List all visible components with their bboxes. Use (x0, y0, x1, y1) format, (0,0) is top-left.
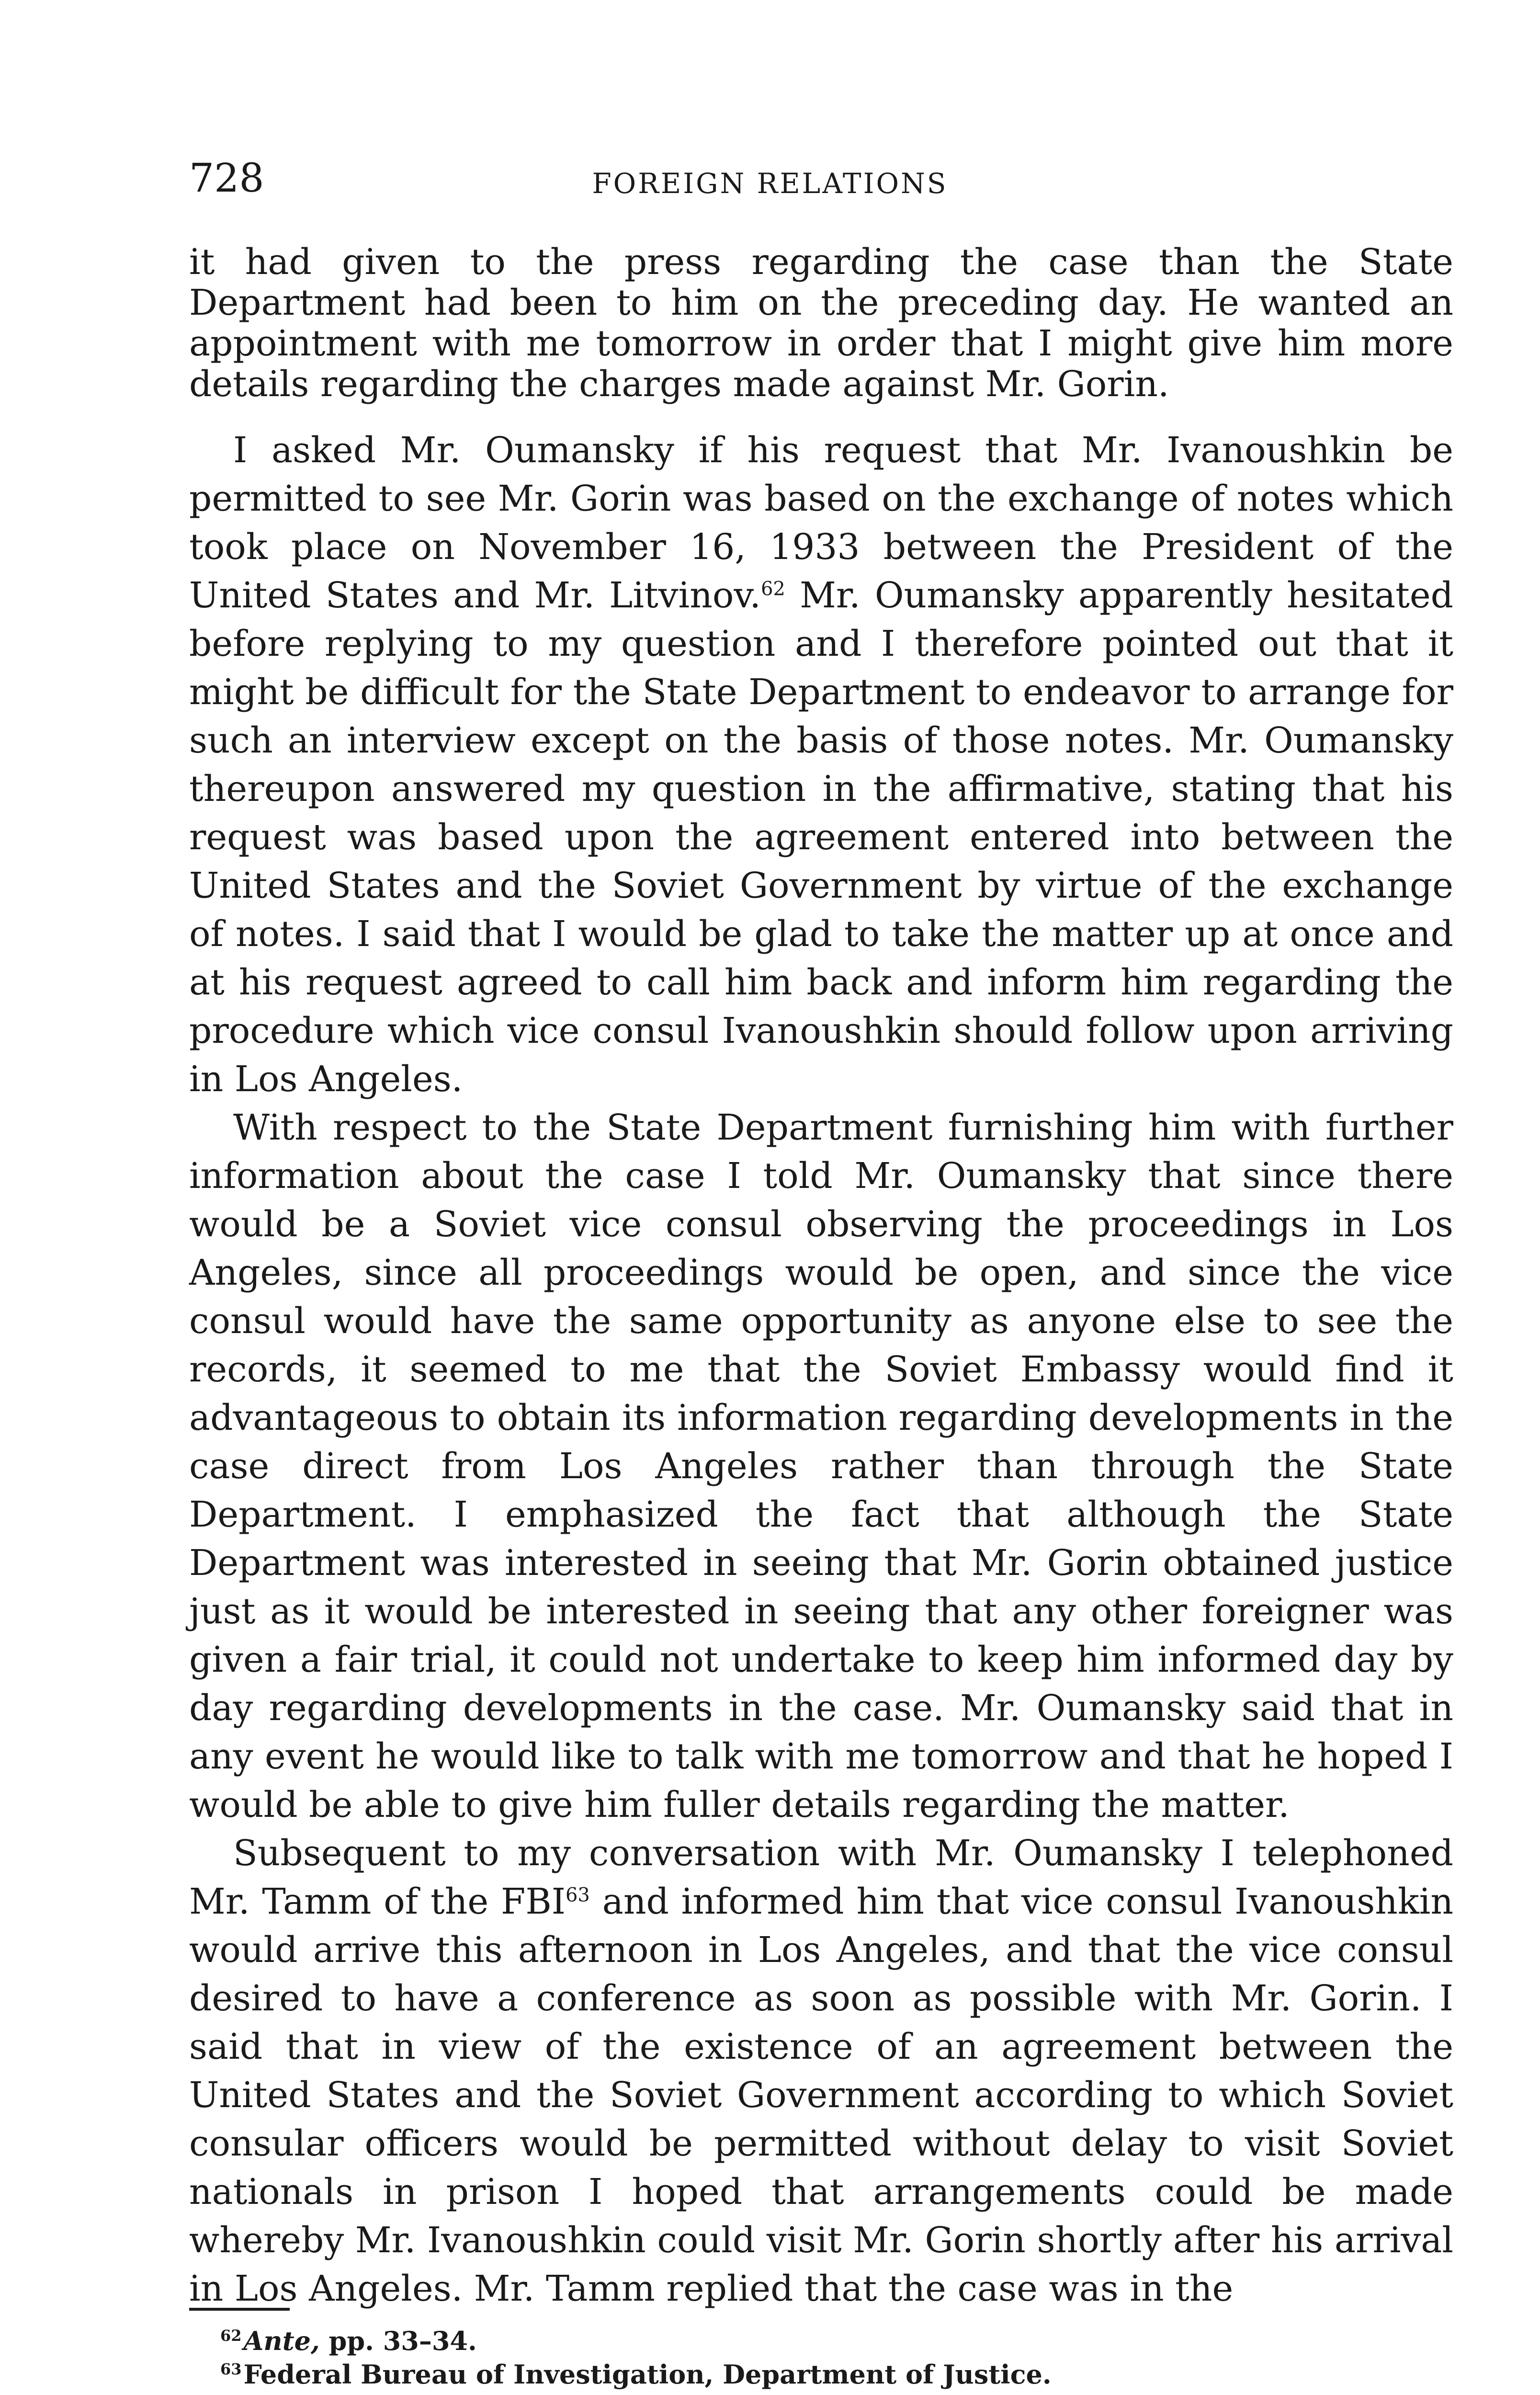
paragraph-text: Subsequent to my conversation with Mr. Oumansky I telephoned Mr. Tamm of the FBI (189, 1833, 1453, 1922)
running-head: FOREIGN RELATIONS (592, 167, 948, 200)
paragraph-text: and informed him that vice consul Ivanoushkin would arrive this afternoon in Los Angeles, and that the vice consul desired to have a conference as soon as possible with Mr. Gorin. I said that in view of the existence of an agreement between the United States and the Soviet Government according to which Soviet consular officers would be permitted without delay to visit Soviet nationals in prison I hoped that arrangements could be made whereby Mr. Ivanoushkin could visit Mr. Gorin shortly after his arrival in Los Angeles. Mr. Tamm replied that the case was in the (189, 1881, 1453, 2309)
paragraph-text: Mr. Oumansky apparently hesitated before replying to my question and I therefore pointed out that it might be difficult for the State Department to endeavor to arrange for such an interview except on the basis of those notes. Mr. Oumansky thereupon answered my question in the affirmative, stating that his request was based upon the agreement entered into between the United States and the Soviet Government by virtue of the exchange of notes. I said that I would be glad to take the matter up at once and at his request agreed to call him back and inform him regarding the procedure which vice consul Ivanoushkin should follow upon arriving in Los Angeles. (189, 575, 1453, 1100)
footnotes (220, 2324, 1370, 2391)
paragraph (189, 1829, 1453, 2313)
footnote (220, 2324, 1370, 2358)
paragraph-text: With respect to the State Department furnishing him with further information about the case I told Mr. Oumansky that since there would be a Soviet vice consul observing the proceedings in Los Angeles, since all proceedings would be open, and since the vice consul would have the same opportunity as anyone else to see the records, it seemed to me that the Soviet Embassy would find it advantageous to obtain its information regarding developments in the case direct from Los Angeles rather than through the State Department. I emphasized the fact that although the State Department was interested in seeing that Mr. Gorin obtained justice just as it would be interested in seeing that any other foreigner was given a fair trial, it could not undertake to keep him informed day by day regarding developments in the case. Mr. Oumansky said that in any event he would like to talk with me tomorrow and that he hoped I would be able to give him fuller details regarding the matter. (189, 1107, 1453, 1825)
footnote-text: pp. 33–34. (319, 2326, 477, 2356)
footnote-divider (189, 2308, 290, 2311)
footnote-italic: Ante, (243, 2326, 320, 2356)
footnote (220, 2358, 1370, 2391)
paragraph (189, 242, 1453, 405)
paragraph-text: it had given to the press regarding the case than the State Department had been to him on the preceding day. He wanted an appointment with me tomorrow in order that I might give him more details regarding the charges made against Mr. Gorin. (189, 241, 1453, 405)
footnote-text: Federal Bureau of Investigation, Department of Justice. (243, 2359, 1052, 2390)
page-header (189, 152, 1351, 205)
paragraph (189, 426, 1453, 1104)
paragraph (189, 1104, 1453, 1829)
footnote-mark: 63 (220, 2360, 242, 2378)
footnote-reference: 62 (760, 578, 785, 600)
paragraph-text: I asked Mr. Oumansky if his request that Mr. Ivanoushkin be permitted to see Mr. Gorin was based on the exchange of notes which took place on November 16, 1933 between the President of the United States and Mr. Litvinov. (189, 430, 1453, 616)
body-text (189, 242, 1453, 2313)
page-number: 728 (189, 156, 264, 201)
footnote-mark: 62 (220, 2327, 242, 2345)
footnote-reference: 63 (565, 1884, 590, 1906)
